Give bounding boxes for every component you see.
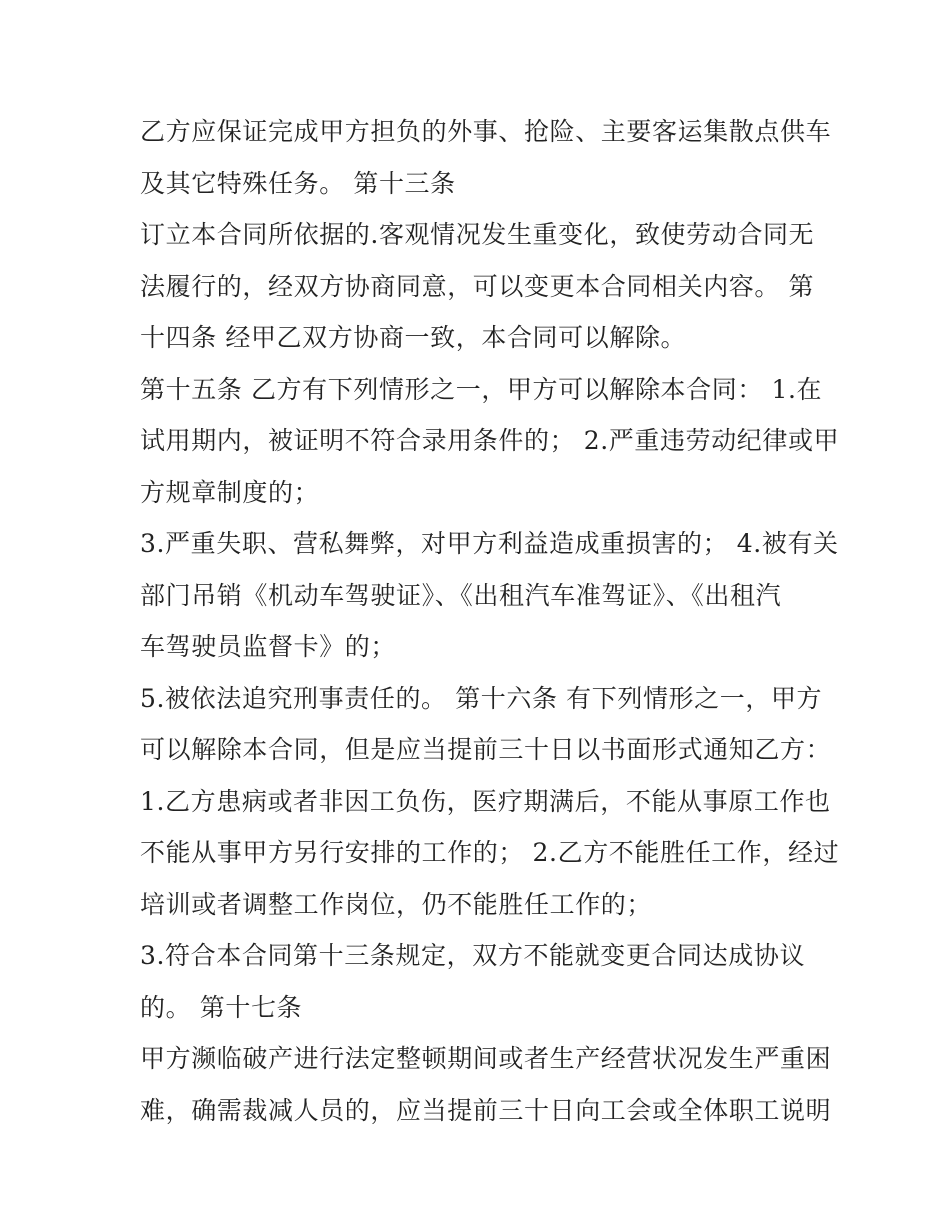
text-line: 第十五条 乙方有下列情形之一，甲方可以解除本合同： 1.在 (140, 374, 823, 404)
document-body (140, 106, 840, 1136)
text-line: 3.严重失职、营私舞弊，对甲方利益造成重损害的； 4.被有关 (140, 529, 839, 558)
text-line: 订立本合同所依据的.客观情况发生重变化，致使劳动合同无 (140, 220, 815, 249)
text-line: 难，确需裁减人员的，应当提前三十日向工会或全体职工说明 (140, 1095, 832, 1125)
text-line: 试用期内，被证明不符合录用条件的； 2.严重违劳动纪律或甲 (140, 426, 840, 455)
text-line: 1.乙方患病或者非因工负伤，医疗期满后，不能从事原工作也 (140, 786, 831, 816)
text-line: 法履行的，经双方协商同意，可以变更本合同相关内容。 第 (140, 271, 815, 301)
text-line: 部门吊销《机动车驾驶证》、《出租汽车准驾证》、《出租汽 (140, 580, 782, 610)
text-line: 培训或者调整工作岗位，仍不能胜任工作的； (140, 889, 653, 919)
text-line: 的。 第十七条 (140, 992, 303, 1022)
text-line: 甲方濒临破产进行法定整顿期间或者生产经营状况发生严重困 (140, 1044, 832, 1073)
text-line: 不能从事甲方另行安排的工作的； 2.乙方不能胜任工作，经过 (140, 838, 840, 867)
text-line: 可以解除本合同，但是应当提前三十日以书面形式通知乙方： (140, 735, 832, 764)
text-line: 3.符合本合同第十三条规定，双方不能就变更合同达成协议 (140, 941, 806, 970)
text-line: 及其它特殊任务。 第十三条 (140, 168, 456, 198)
text-line: 方规章制度的； (140, 477, 320, 507)
text-line: 车驾驶员监督卡》的； (140, 632, 397, 661)
text-line: 乙方应保证完成甲方担负的外事、抢险、主要客运集散点供车 (140, 117, 832, 146)
text-line: 5.被依法追究刑事责任的。 第十六条 有下列情形之一，甲方 (140, 683, 823, 713)
text-line: 十四条 经甲乙双方协商一致，本合同可以解除。 (140, 323, 687, 352)
